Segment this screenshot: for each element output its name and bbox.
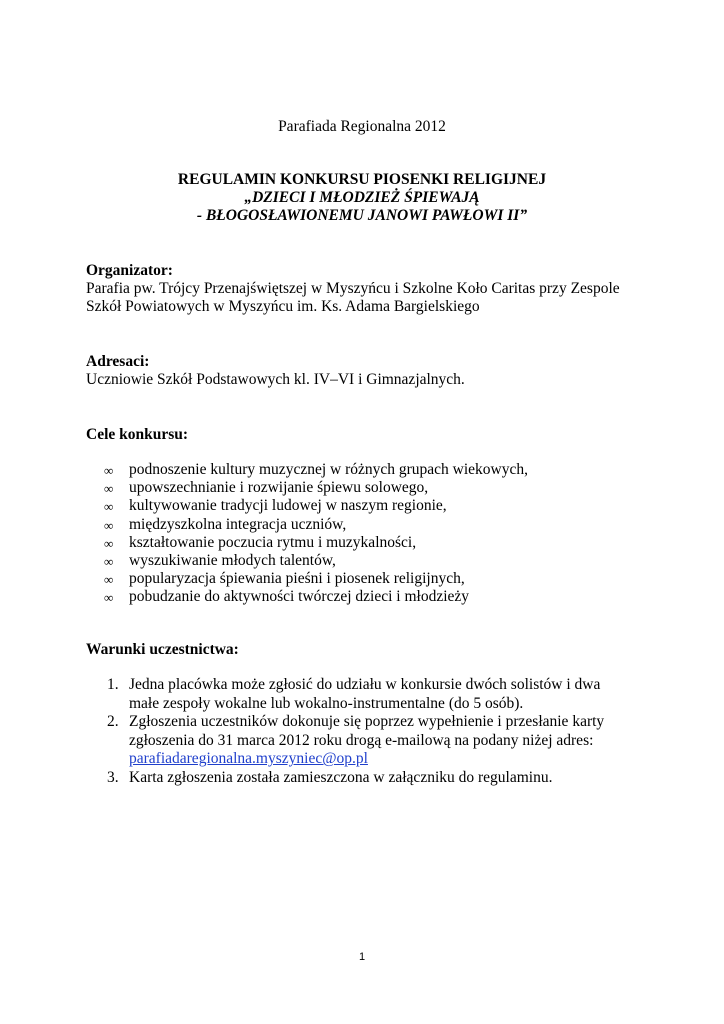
infinity-bullet-icon: ∞ bbox=[104, 535, 114, 551]
infinity-bullet-icon: ∞ bbox=[104, 463, 114, 478]
infinity-bullet-icon: ∞ bbox=[104, 481, 114, 497]
organizer-heading: Organizator: bbox=[86, 262, 173, 279]
regulation-title: REGULAMIN KONKURSU PIOSENKI RELIGIJNEJ bbox=[177, 171, 547, 188]
list-item: ∞ upowszechnianie i rozwijanie śpiewu solowego, bbox=[104, 479, 429, 497]
list-item: 3. Karta zgłoszenia została zamieszczona w załączniku do regulaminu. bbox=[107, 768, 553, 786]
list-item: ∞ podnoszenie kultury muzycznej w różnych grupach wiekowych, bbox=[104, 461, 528, 478]
infinity-bullet-icon: ∞ bbox=[104, 499, 114, 515]
list-item: ∞ pobudzanie do aktywności twórczej dzieci i młodzieży bbox=[104, 588, 470, 606]
page-number: 1 bbox=[358, 951, 366, 963]
goals-heading: Cele konkursu: bbox=[86, 426, 189, 443]
item-number: 1. bbox=[107, 676, 119, 693]
goals-list bbox=[104, 461, 528, 607]
list-item: ∞ międzyszkolna integracja uczniów, bbox=[104, 515, 347, 533]
item-number: 3. bbox=[107, 768, 119, 786]
list-item: ∞ popularyzacja śpiewania pieśni i piosenek religijnych, bbox=[104, 570, 465, 588]
list-item: 1. Jedna placówka może zgłosić do udziału w konkursie dwóch solistów i dwa małe zespoły wokalne lub wokalno-instrumentalne (do 5 osób). bbox=[107, 676, 601, 712]
list-item: ∞ kształtowanie poczucia rytmu i muzykalności, bbox=[104, 533, 417, 551]
infinity-bullet-icon: ∞ bbox=[104, 553, 114, 569]
item-number: 2. bbox=[107, 713, 119, 731]
list-item: ∞ wyszukiwanie młodych talentów, bbox=[104, 551, 336, 569]
infinity-bullet-icon: ∞ bbox=[104, 572, 114, 588]
list-item: 2. Zgłoszenia uczestników dokonuje się poprzez wypełnienie i przesłanie karty zgłoszenia do 31 marca 2012 roku drogą e-mailową na podany niżej adres: parafiadaregionalna.myszyniec@op.pl bbox=[107, 713, 605, 768]
contest-name-line2: - BŁOGOSŁAWIONEMU JANOWI PAWŁOWI II” bbox=[196, 207, 528, 224]
addressees-text: Uczniowie Szkół Podstawowych kl. IV–VI i Gimnazjalnych. bbox=[86, 371, 465, 388]
list-item: ∞ kultywowanie tradycji ludowej w naszym regionie, bbox=[104, 497, 447, 515]
organizer-text-line2: Szkół Powiatowych w Myszyńcu im. Ks. Adama Bargielskiego bbox=[86, 298, 480, 315]
infinity-bullet-icon: ∞ bbox=[104, 517, 114, 533]
organizer-text-line1: Parafia pw. Trójcy Przenajświętszej w Myszyńcu i Szkolne Koło Caritas przy Zespole bbox=[86, 280, 620, 297]
contest-name-line1: „DZIECI I MŁODZIEŻ ŚPIEWAJĄ bbox=[244, 189, 480, 206]
addressees-heading: Adresaci: bbox=[86, 353, 150, 370]
event-title: Parafiada Regionalna 2012 bbox=[278, 118, 446, 135]
conditions-list bbox=[107, 676, 604, 788]
email-link[interactable]: parafiadaregionalna.myszyniec@op.pl bbox=[129, 750, 368, 768]
conditions-heading: Warunki uczestnictwa: bbox=[86, 641, 239, 658]
infinity-bullet-icon: ∞ bbox=[104, 590, 114, 606]
